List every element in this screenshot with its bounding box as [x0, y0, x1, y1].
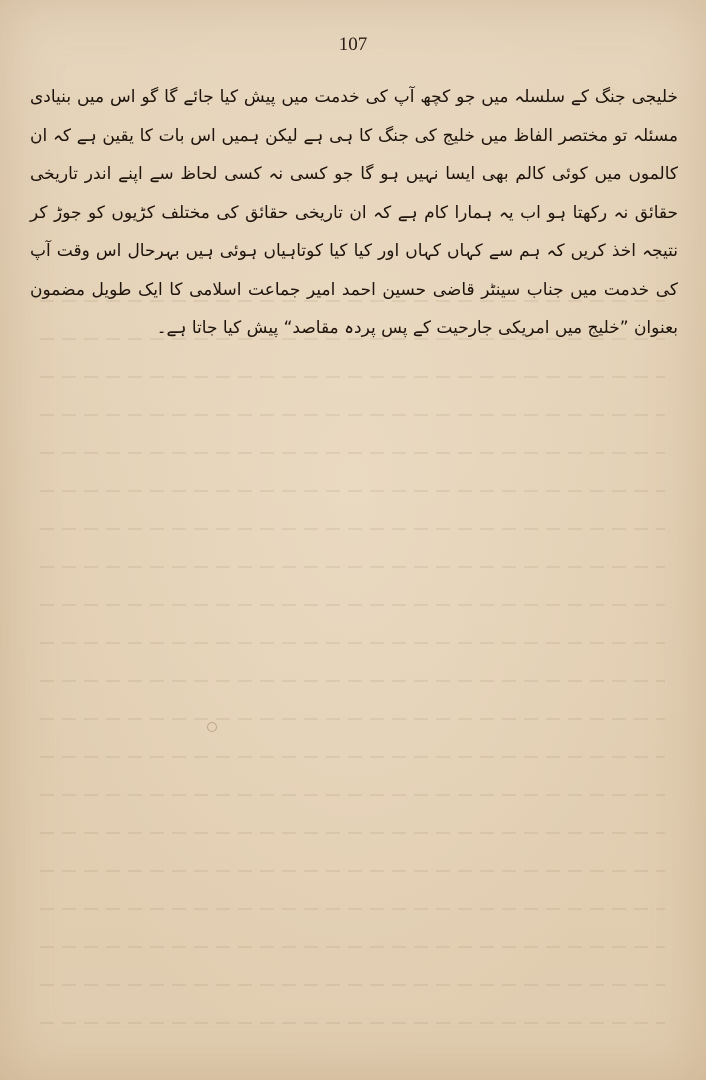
show-through-line [40, 946, 665, 948]
show-through-line [40, 490, 665, 492]
page-number: 107 [338, 34, 368, 55]
show-through-line [40, 718, 665, 720]
show-through-line [40, 376, 665, 378]
paper-speck [207, 722, 217, 732]
show-through-line [40, 604, 665, 606]
body-paragraph: خلیجی جنگ کے سلسلہ میں جو کچھ آپ کی خدمت میں پیش کیا جائے گا گو اس میں بنیادی مسئلہ تو مختصر الفاظ میں خلیج کی جنگ کا ہی ہے لیکن ہمیں اس بات کا یقین ہے کہ ان کالموں میں کوئی کالم بھی ایسا نہیں ہو گا جو کسی نہ کسی لحاظ سے اپنے اندر تاریخی حقائق نہ رکھتا ہو اب یہ ہمارا کام ہے کہ ان تاریخی حقائق کی مختلف کڑیوں کو جوڑ کر نتیجہ اخذ کریں کہ ہم سے کہاں کہاں اور کیا کیا کوتاہیاں ہوئی ہیں بہرحال اس وقت آپ کی خدمت میں جناب سینٹر قاضی حسین احمد امیر جماعت اسلامی کا ایک طویل مضمون بعنوان ”خلیج میں امریکی جارحیت کے پس پردہ مقاصد“ پیش کیا جاتا ہے۔ [30, 87, 678, 338]
show-through-line [40, 452, 665, 454]
show-through-line [40, 908, 665, 910]
show-through-line [40, 1022, 665, 1024]
show-through-line [40, 756, 665, 758]
show-through-line [40, 680, 665, 682]
show-through-line [40, 984, 665, 986]
show-through-line [40, 794, 665, 796]
show-through-line [40, 832, 665, 834]
show-through-line [40, 528, 665, 530]
show-through-line [40, 870, 665, 872]
show-through-line [40, 642, 665, 644]
show-through-line [40, 414, 665, 416]
show-through-line [40, 566, 665, 568]
